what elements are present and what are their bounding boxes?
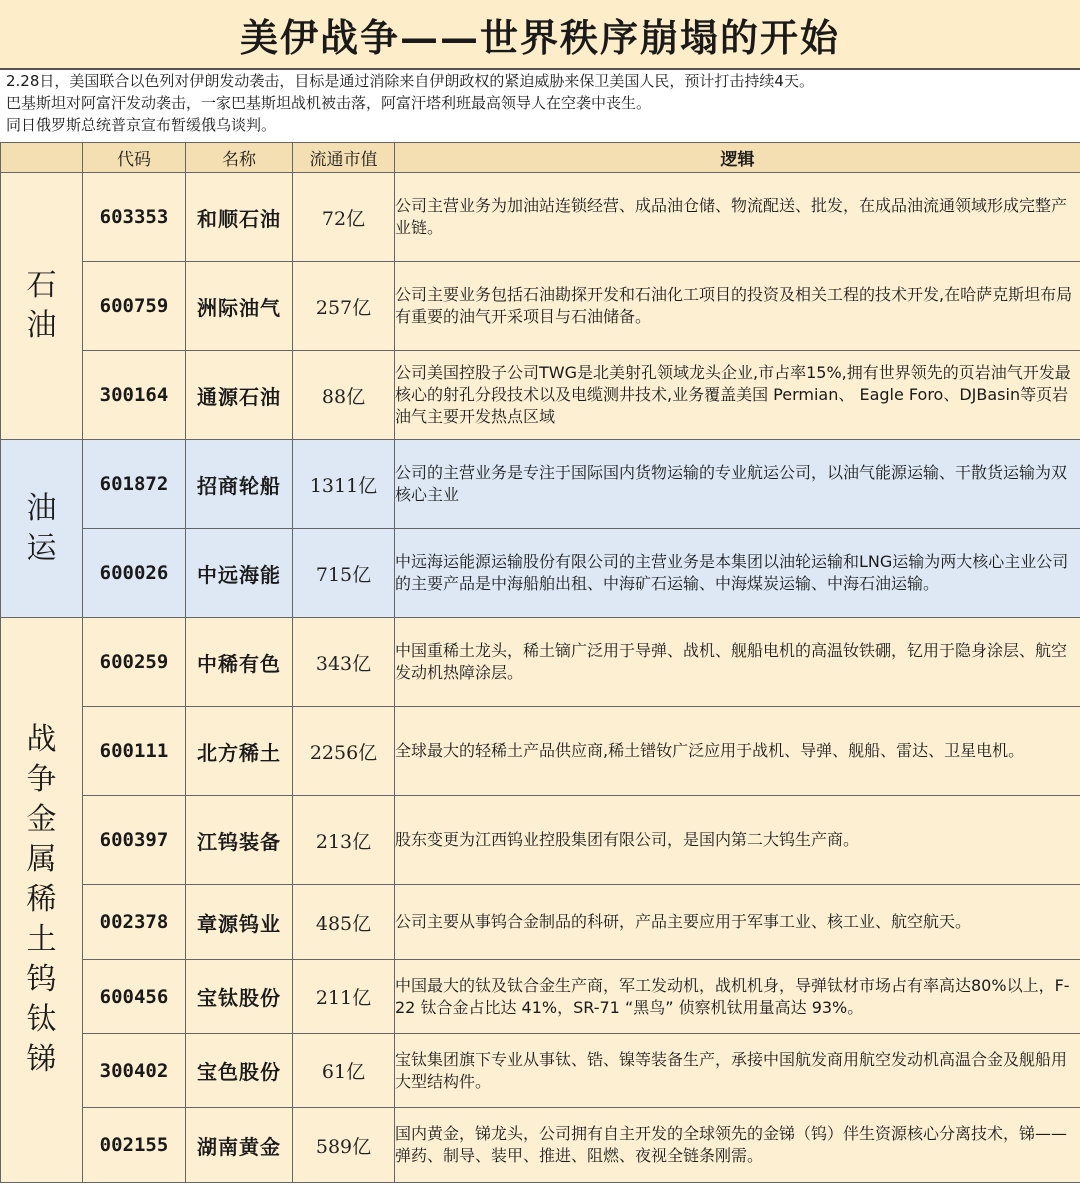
market-cap: 2256亿 — [293, 707, 395, 796]
table-header-row — [1, 143, 1080, 173]
stock-name: 湖南黄金 — [186, 1108, 293, 1183]
stock-logic: 中国最大的钛及钛合金生产商，军工发动机，战机机身，导弹钛材市场占有率高达80%以上，F-22 钛合金占比达 41%，SR-71 “黑鸟” 侦察机钛用量高达 93%。 — [395, 960, 1080, 1034]
market-cap: 72亿 — [293, 173, 395, 262]
sector-shipping — [1, 440, 83, 618]
stock-logic: 公司主营业务为加油站连锁经营、成品油仓储、物流配送、批发，在成品油流通领域形成完整产业链。 — [395, 173, 1080, 262]
market-cap: 213亿 — [293, 796, 395, 885]
market-cap: 715亿 — [293, 529, 395, 618]
stock-logic: 中国重稀土龙头，稀土镝广泛用于导弹、战机、舰船电机的高温钕铁硼，钇用于隐身涂层、航空发动机热障涂层。 — [395, 618, 1080, 707]
header-name: 名称 — [186, 143, 293, 173]
table-row — [1, 173, 1080, 262]
sector-war-metals — [1, 618, 83, 1183]
stock-logic: 国内黄金，锑龙头，公司拥有自主开发的全球领先的金锑（钨）伴生资源核心分离技术，锑——弹药、制导、装甲、推进、阻燃、夜视全链条刚需。 — [395, 1108, 1080, 1183]
table-row — [1, 618, 1080, 707]
stock-name: 通源石油 — [186, 351, 293, 440]
table-row — [1, 440, 1080, 529]
market-cap: 257亿 — [293, 262, 395, 351]
stock-logic: 宝钛集团旗下专业从事钛、锆、镍等装备生产，承接中国航发商用航空发动机高温合金及舰船用大型结构件。 — [395, 1034, 1080, 1108]
header-sector — [1, 143, 83, 173]
stock-name: 洲际油气 — [186, 262, 293, 351]
table-row — [1, 707, 1080, 796]
stock-name: 和顺石油 — [186, 173, 293, 262]
table-row — [1, 796, 1080, 885]
market-cap: 343亿 — [293, 618, 395, 707]
stock-logic: 公司主要从事钨合金制品的科研，产品主要应用于军事工业、核工业、航空航天。 — [395, 885, 1080, 960]
header-logic: 逻辑 — [395, 143, 1080, 173]
stock-name: 章源钨业 — [186, 885, 293, 960]
intro-line: 2.28日，美国联合以色列对伊朗发动袭击，目标是通过消除来自伊朗政权的紧迫威胁来保卫美国人民，预计打击持续4天。 — [6, 72, 814, 90]
stock-code: 600026 — [83, 529, 186, 618]
stock-name: 北方稀土 — [186, 707, 293, 796]
stock-name: 中远海能 — [186, 529, 293, 618]
stock-logic: 全球最大的轻稀土产品供应商,稀土镨钕广泛应用于战机、导弹、舰船、雷达、卫星电机。 — [395, 707, 1080, 796]
page-title: 美伊战争——世界秩序崩塌的开始 — [0, 0, 1080, 70]
stock-name: 中稀有色 — [186, 618, 293, 707]
table-row — [1, 529, 1080, 618]
stock-code: 300402 — [83, 1034, 186, 1108]
stock-code: 601872 — [83, 440, 186, 529]
intro-line: 巴基斯坦对阿富汗发动袭击，一家巴基斯坦战机被击落，阿富汗塔利班最高领导人在空袭中丧生。 — [6, 94, 652, 112]
intro-line: 同日俄罗斯总统普京宣布暂缓俄乌谈判。 — [6, 116, 277, 134]
stock-code: 300164 — [83, 351, 186, 440]
table-row — [1, 1108, 1080, 1183]
market-cap: 589亿 — [293, 1108, 395, 1183]
sector-label: 战争金属稀土钨钛锑 — [26, 722, 57, 1077]
market-cap: 88亿 — [293, 351, 395, 440]
market-cap: 1311亿 — [293, 440, 395, 529]
intro-text — [0, 70, 1080, 140]
header-market-cap: 流通市值 — [293, 143, 395, 173]
stock-code: 600111 — [83, 707, 186, 796]
market-cap: 485亿 — [293, 885, 395, 960]
stock-logic: 公司主要业务包括石油勘探开发和石油化工项目的投资及相关工程的技术开发,在哈萨克斯坦布局有重要的油气开采项目与石油储备。 — [395, 262, 1080, 351]
stock-code: 603353 — [83, 173, 186, 262]
stock-logic: 公司美国控股子公司TWG是北美射孔领域龙头企业,市占率15%,拥有世界领先的页岩油气开发最核心的射孔分段技术以及电缆测井技术,业务覆盖美国 Permian、 Eagle Foro、DJBasin等页岩油气主要开发热点区域 — [395, 351, 1080, 440]
stock-code: 600397 — [83, 796, 186, 885]
stock-name: 宝钛股份 — [186, 960, 293, 1034]
table-row — [1, 1034, 1080, 1108]
table-row — [1, 262, 1080, 351]
stock-logic: 公司的主营业务是专注于国际国内货物运输的专业航运公司，以油气能源运输、干散货运输为双核心主业 — [395, 440, 1080, 529]
stock-name: 江钨装备 — [186, 796, 293, 885]
stock-logic: 股东变更为江西钨业控股集团有限公司，是国内第二大钨生产商。 — [395, 796, 1080, 885]
stock-code: 600456 — [83, 960, 186, 1034]
stock-name: 宝色股份 — [186, 1034, 293, 1108]
stock-name: 招商轮船 — [186, 440, 293, 529]
stock-code: 600259 — [83, 618, 186, 707]
header-code: 代码 — [83, 143, 186, 173]
sector-oil — [1, 173, 83, 440]
table-row — [1, 960, 1080, 1034]
stock-code: 002378 — [83, 885, 186, 960]
table-row — [1, 351, 1080, 440]
stock-table — [0, 142, 1080, 1183]
sector-label: 石油 — [26, 268, 57, 343]
market-cap: 61亿 — [293, 1034, 395, 1108]
stock-code: 600759 — [83, 262, 186, 351]
stock-code: 002155 — [83, 1108, 186, 1183]
table-row — [1, 885, 1080, 960]
stock-logic: 中远海运能源运输股份有限公司的主营业务是本集团以油轮运输和LNG运输为两大核心主业公司的主要产品是中海船舶出租、中海矿石运输、中海煤炭运输、中海石油运输。 — [395, 529, 1080, 618]
sector-label: 油运 — [26, 490, 57, 566]
market-cap: 211亿 — [293, 960, 395, 1034]
